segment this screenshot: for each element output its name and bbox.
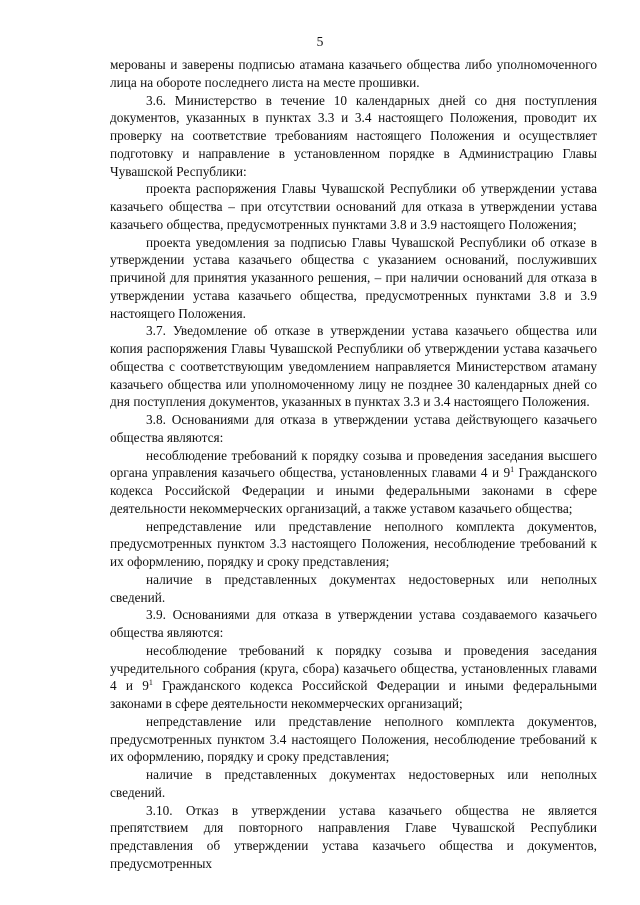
paragraph-draft-order: проекта распоряжения Главы Чувашской Республики об утверждении устава казачьего общества – при отсутствии оснований для отказа в утверждении устава казачьего общества, предусмотренных пунктами 3.8 и 3.9 настоящего Положения;	[110, 181, 597, 232]
paragraph-draft-notice: проекта уведомления за подписью Главы Чувашской Республики об отказе в утверждении устава казачьего общества с указанием оснований, послуживших причиной для принятия указанного решения, – при наличии оснований для отказа в утверждении устава казачьего общества, предусмотренных пунктами 3.8 и 3.9 настоящего Положения.	[110, 234, 597, 321]
superscript: 1	[148, 678, 153, 688]
text-part: несоблюдение требований к порядку созыва и проведения заседания высшего органа управления казачьего общества, установленных главами 4 и 9	[110, 447, 597, 481]
paragraph-3-8-item-2: непредставление или представление неполного комплекта документов, предусмотренных пунктом 3.3 настоящего Положения, несоблюдение требований к их оформлению, порядку и сроку представления;	[110, 518, 597, 569]
text-part: Гражданского кодекса Российской Федерации и иными федеральными законами в сфере деятельности некоммерческих организаций, а также уставом казачьего общества;	[110, 465, 597, 516]
page-number: 5	[316, 34, 324, 49]
text-part: Гражданского кодекса Российской Федерации и иными федеральными законами в сфере деятельности некоммерческих организаций;	[110, 678, 597, 711]
document-body	[110, 56, 597, 873]
paragraph-3-8-item-3: наличие в представленных документах недостоверных или неполных сведений.	[110, 571, 597, 605]
paragraph-3-6: 3.6. Министерство в течение 10 календарных дней со дня поступления документов, указанных в пунктах 3.3 и 3.4 настоящего Положения, проводит их проверку на соответствие требованиям настоящего Положения и осуществляет подготовку и направление в установленном порядке в Администрацию Главы Чувашской Республики:	[110, 92, 597, 179]
paragraph-3-9-item-2: непредставление или представление неполного комплекта документов, предусмотренных пунктом 3.4 настоящего Положения, несоблюдение требований к их оформлению, порядку и сроку представления;	[110, 713, 597, 765]
paragraph-3-8: 3.8. Основаниями для отказа в утверждении устава действующего казачьего общества являются:	[110, 412, 597, 445]
paragraph-3-7: 3.7. Уведомление об отказе в утверждении устава казачьего общества или копия распоряжения Главы Чувашской Республики об утверждении устава казачьего общества с соответствующим уведомлением направляется Министерством атаману казачьего общества или уполномоченному лицу не позднее 30 календарных дней со дня поступления документов, указанных в пунктах 3.3 и 3.4 настоящего Положения.	[110, 323, 597, 410]
paragraph-continuation: мерованы и заверены подписью атамана казачьего общества либо уполномоченного лица на обороте последнего листа на месте прошивки.	[110, 57, 597, 90]
paragraph-3-10: 3.10. Отказ в утверждении устава казачьего общества не является препятствием для повторного направления Главе Чувашской Республики представления об утверждении устава казачьего общества и документов, предусмотренных	[110, 802, 597, 871]
text-part: несоблюдение требований к порядку созыва и проведения заседания учредительного собрания (круга, сбора) казачьего общества, установленных главами 4 и 9	[110, 642, 597, 694]
paragraph-3-8-item-1	[110, 447, 597, 518]
paragraph-3-9-item-1	[110, 642, 597, 713]
paragraph-3-9: 3.9. Основаниями для отказа в утверждении устава создаваемого казачьего общества являются:	[110, 607, 597, 640]
superscript: 1	[510, 465, 515, 475]
paragraph-3-9-item-3: наличие в представленных документах недостоверных или неполных сведений.	[110, 767, 597, 800]
